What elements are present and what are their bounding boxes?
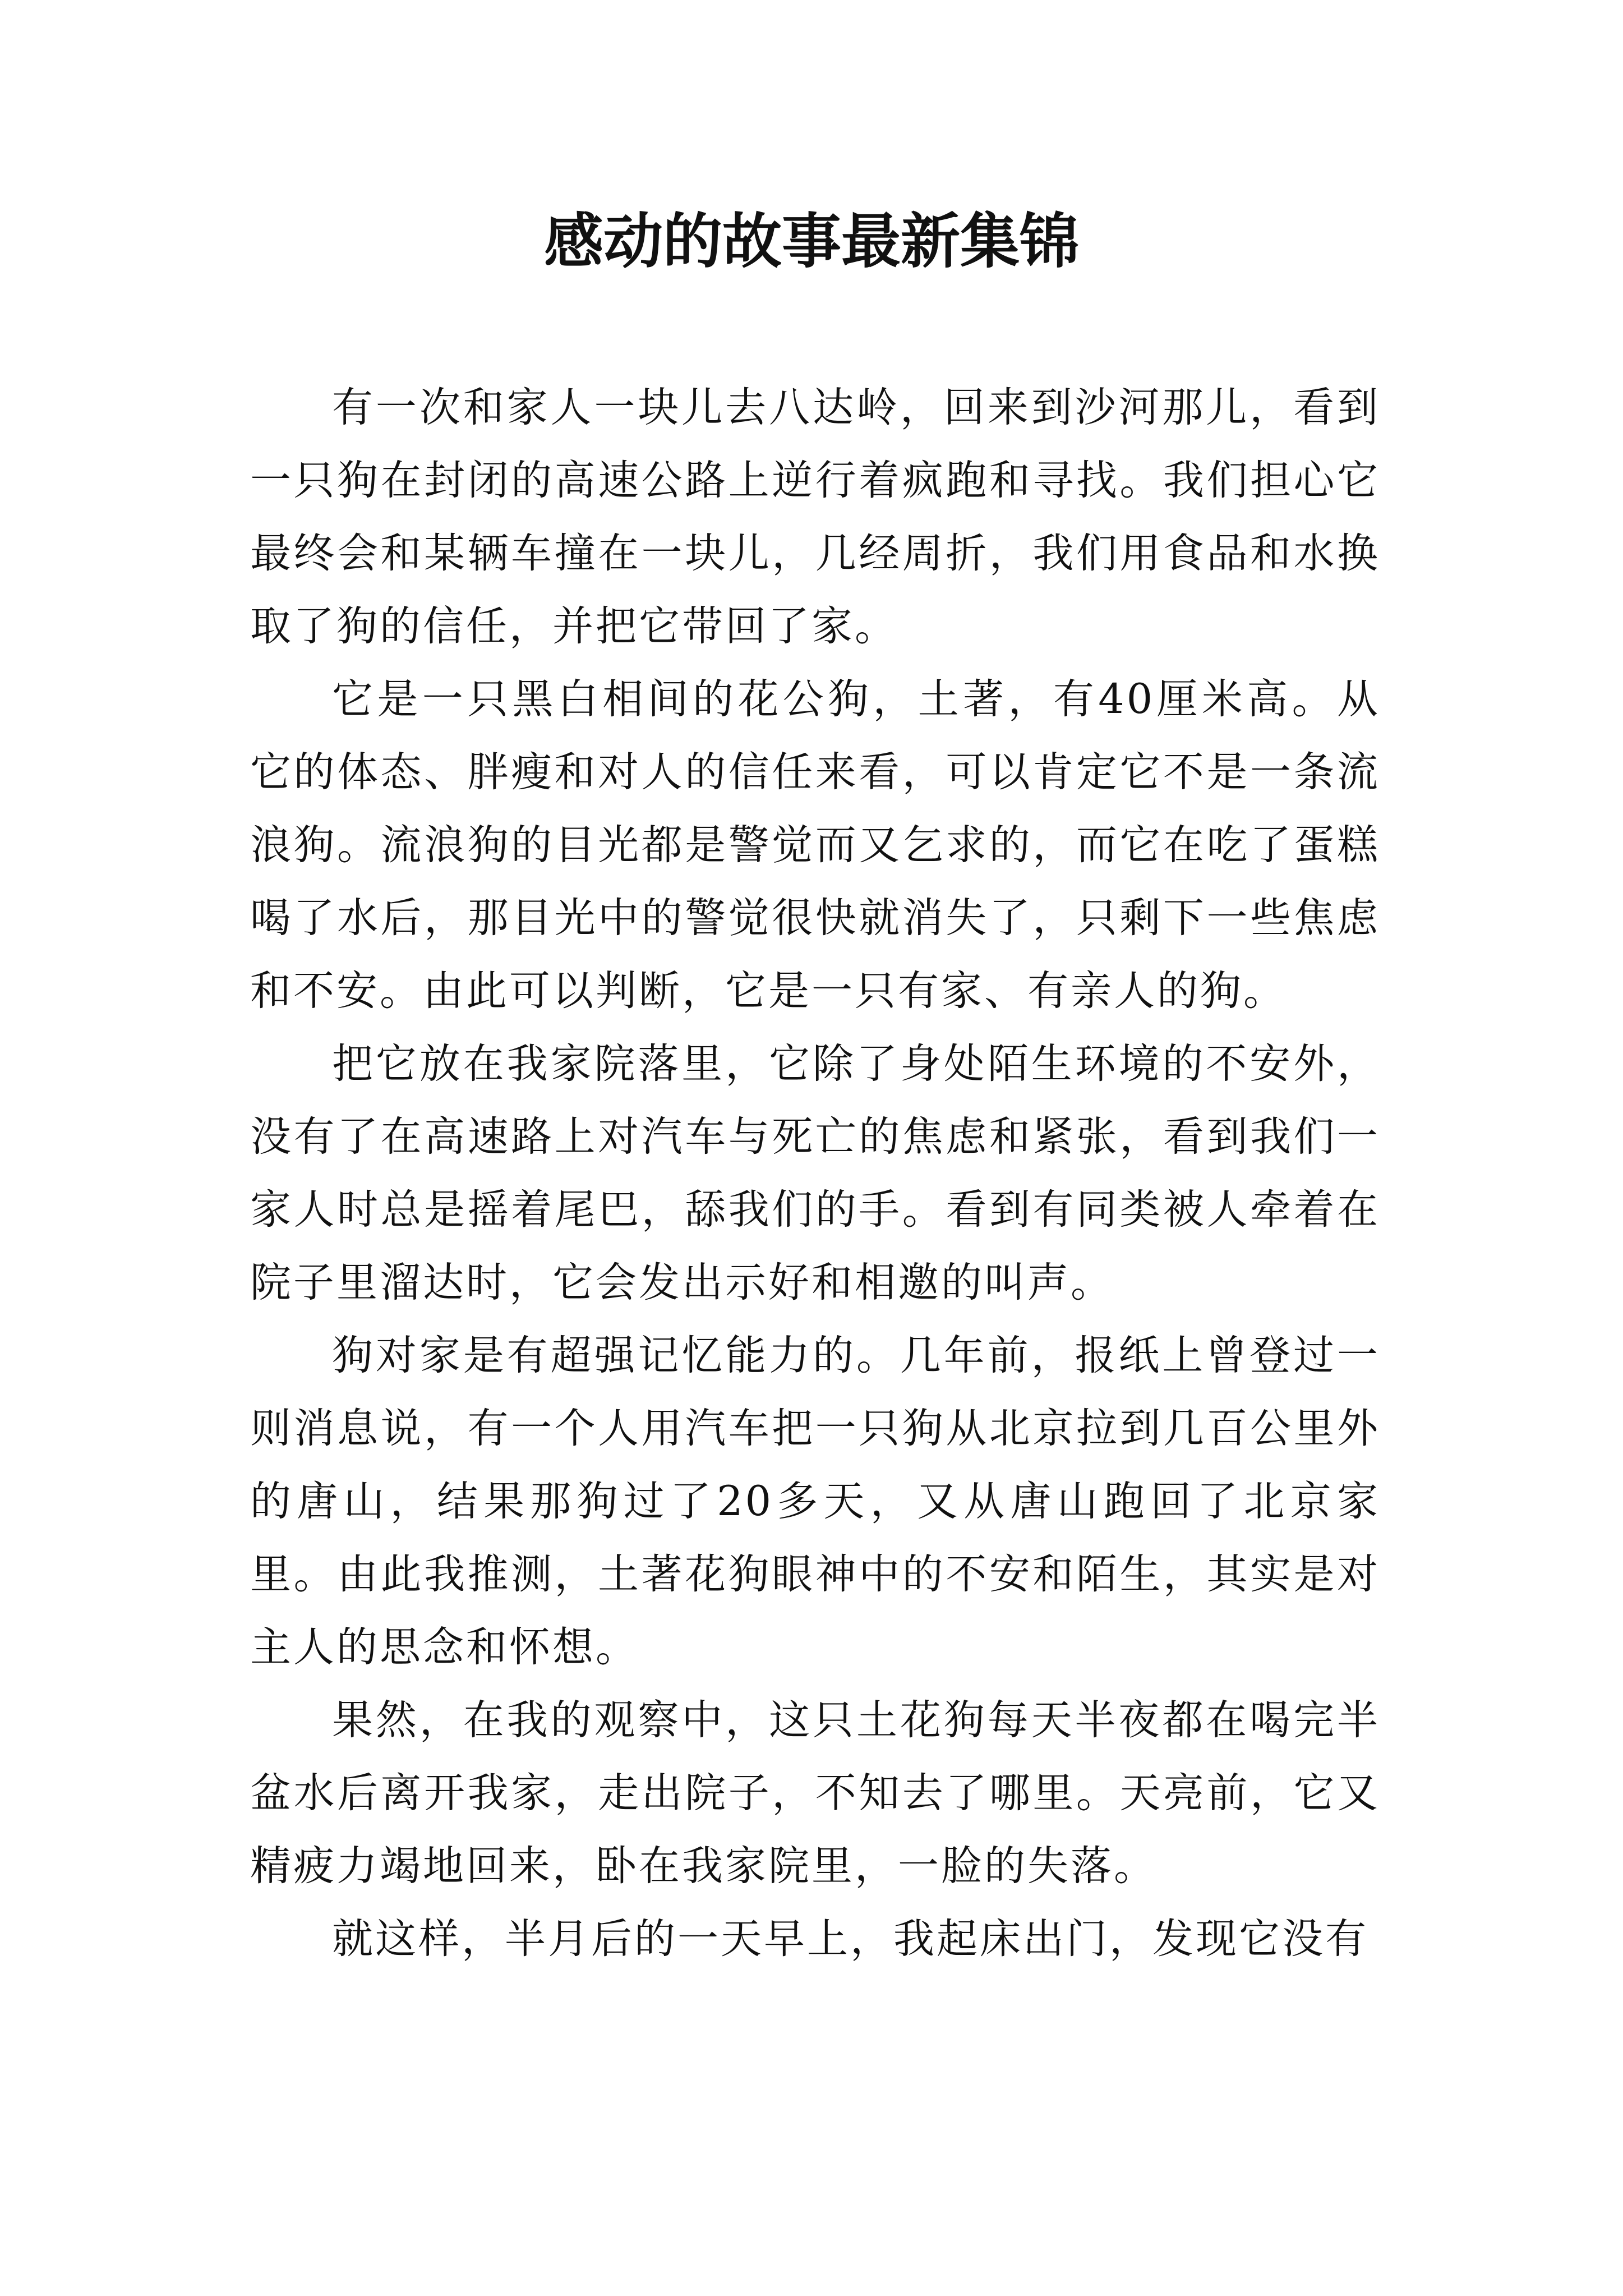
paragraph-2: 它是一只黑白相间的花公狗，土著，有40厘米高。从它的体态、胖瘦和对人的信任来看，可以肯定它不是一条流浪狗。流浪狗的目光都是警觉而又乞求的，而它在吃了蛋糕喝了水后，那目光中的警觉很快就消失了，只剩下一些焦虑和不安。由此可以判断，它是一只有家、有亲人的狗。: [250, 675, 1380, 1015]
paragraph-1: 有一次和家人一块儿去八达岭，回来到沙河那儿，看到一只狗在封闭的高速公路上逆行着疯跑和寻找。我们担心它最终会和某辆车撞在一块儿，几经周折，我们用食品和水换取了狗的信任，并把它带回了家。: [250, 384, 1380, 650]
paragraph-6: 就这样，半月后的一天早上，我起床出门，发现它没有: [332, 1915, 1368, 1963]
document-body: [250, 371, 1380, 1976]
paragraph-5: 果然，在我的观察中，这只土花狗每天半夜都在喝完半盆水后离开我家，走出院子，不知去了哪里。天亮前，它又精疲力竭地回来，卧在我家院里，一脸的失落。: [250, 1696, 1380, 1890]
document-title: 感动的故事最新集锦: [544, 206, 1079, 276]
paragraph-3: 把它放在我家院落里，它除了身处陌生环境的不安外，没有了在高速路上对汽车与死亡的焦虑和紧张，看到我们一家人时总是摇着尾巴，舔我们的手。看到有同类被人牵着在院子里溜达时，它会发出示好和相邀的叫声。: [250, 1040, 1380, 1306]
paragraph-4: 狗对家是有超强记忆能力的。几年前，报纸上曾登过一则消息说，有一个人用汽车把一只狗从北京拉到几百公里外的唐山，结果那狗过了20多天，又从唐山跑回了北京家里。由此我推测，土著花狗眼神中的不安和陌生，其实是对主人的思念和怀想。: [250, 1332, 1380, 1671]
